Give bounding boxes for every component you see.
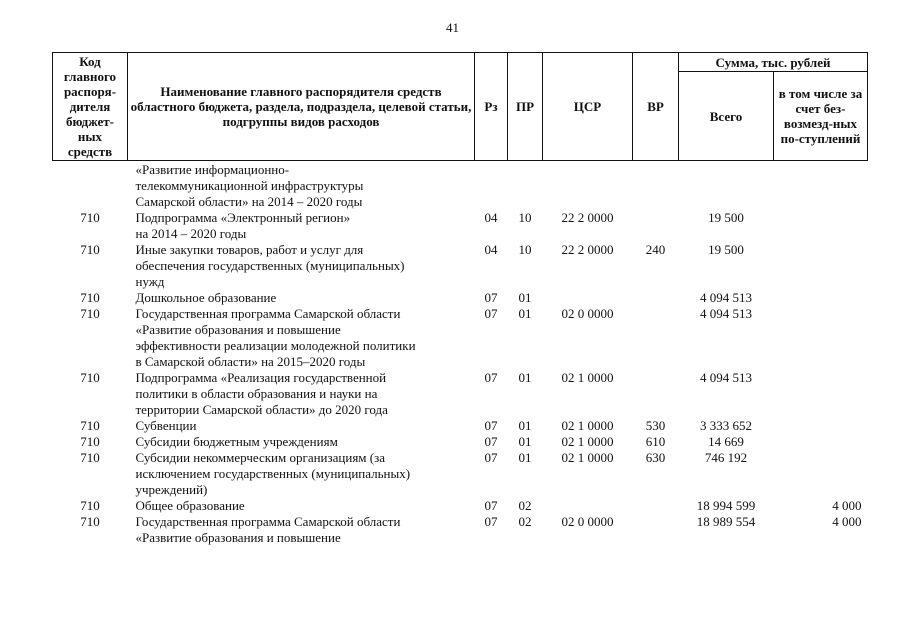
cell-total: 4 094 513 <box>700 370 752 385</box>
cell-csr <box>543 161 633 211</box>
cell-incl <box>774 418 868 434</box>
cell-vr <box>633 498 679 514</box>
cell-rz: 04 <box>484 210 498 225</box>
table-row <box>53 434 868 450</box>
name-line: территории Самарской области» до 2020 года <box>135 402 388 417</box>
cell-name <box>128 290 475 306</box>
name-line: Государственная программа Самарской области <box>135 306 401 321</box>
cell-name <box>128 514 475 546</box>
cell-rz: 07 <box>484 306 498 321</box>
cell-incl <box>774 242 868 290</box>
cell-vr <box>633 306 679 370</box>
cell-pr: 01 <box>518 450 532 465</box>
name-line: Иные закупки товаров, работ и услуг для <box>135 242 364 257</box>
name-line: «Развитие образования и повышение <box>135 322 341 337</box>
cell-name <box>128 450 475 498</box>
cell-vr <box>633 370 679 418</box>
cell-total <box>679 161 774 211</box>
name-line: «Развитие информационно- <box>135 162 290 177</box>
cell-rz: 07 <box>484 290 498 305</box>
cell-code: 710 <box>80 290 100 305</box>
cell-pr: 10 <box>518 210 532 225</box>
cell-total: 19 500 <box>708 210 744 225</box>
cell-name <box>128 418 475 434</box>
name-line: телекоммуникационной инфраструктуры <box>135 178 364 193</box>
name-line: Подпрограмма «Реализация государственной <box>135 370 387 385</box>
page-number: 41 <box>446 20 459 35</box>
name-line: Дошкольное образование <box>135 290 277 305</box>
cell-rz: 07 <box>484 370 498 385</box>
budget-table <box>52 52 868 546</box>
cell-pr: 02 <box>518 514 532 529</box>
header-rz: Рз <box>475 53 508 161</box>
cell-vr: 610 <box>645 434 666 449</box>
cell-csr: 22 2 0000 <box>561 242 614 257</box>
cell-code: 710 <box>80 210 100 225</box>
cell-total: 746 192 <box>704 450 748 465</box>
cell-total: 19 500 <box>708 242 744 257</box>
cell-pr: 01 <box>518 290 532 305</box>
cell-pr: 10 <box>518 242 532 257</box>
cell-pr: 01 <box>518 306 532 321</box>
cell-csr: 02 0 0000 <box>561 306 614 321</box>
name-line: обеспечения государственных (муниципальных) <box>135 258 405 273</box>
header-vr: ВР <box>633 53 679 161</box>
cell-csr: 02 1 0000 <box>561 434 614 449</box>
name-line: в Самарской области» на 2015–2020 годы <box>135 354 366 369</box>
cell-incl: 4 000 <box>832 498 862 513</box>
name-line: исключением государственных (муниципальных) <box>135 466 411 481</box>
cell-total: 4 094 513 <box>700 290 752 305</box>
name-line: эффективности реализации молодежной политики <box>135 338 416 353</box>
cell-pr: 01 <box>518 418 532 433</box>
table-row <box>53 290 868 306</box>
cell-total: 4 094 513 <box>700 306 752 321</box>
cell-incl <box>774 434 868 450</box>
name-line: Субсидии бюджетным учреждениям <box>135 434 338 449</box>
cell-name <box>128 161 475 211</box>
table-row <box>53 498 868 514</box>
table-row <box>53 306 868 370</box>
cell-pr: 01 <box>518 434 532 449</box>
name-line: Самарской области» на 2014 – 2020 годы <box>135 194 363 209</box>
cell-incl <box>774 306 868 370</box>
cell-pr <box>508 161 543 211</box>
cell-vr: 240 <box>645 242 666 257</box>
cell-name <box>128 434 475 450</box>
cell-code <box>53 161 128 211</box>
cell-csr: 02 0 0000 <box>561 514 614 529</box>
name-line: учреждений) <box>135 482 208 497</box>
cell-code: 710 <box>80 450 100 465</box>
table-row <box>53 514 868 546</box>
cell-code: 710 <box>80 370 100 385</box>
cell-total: 14 669 <box>708 434 744 449</box>
table-row <box>53 370 868 418</box>
name-line: нужд <box>135 274 165 289</box>
name-line: Общее образование <box>135 498 245 513</box>
header-code: Код главного распоря-дителя бюджет-ных средств <box>53 53 128 161</box>
cell-csr: 02 1 0000 <box>561 370 614 385</box>
cell-incl <box>774 290 868 306</box>
cell-code: 710 <box>80 498 100 513</box>
cell-incl <box>774 450 868 498</box>
cell-rz <box>475 161 508 211</box>
header-pr: ПР <box>508 53 543 161</box>
cell-csr: 22 2 0000 <box>561 210 614 225</box>
cell-code: 710 <box>80 242 100 257</box>
header-name: Наименование главного распорядителя средств областного бюджета, раздела, подраздела, целевой статьи, подгруппы видов расходов <box>128 53 475 161</box>
name-line: Субсидии некоммерческим организациям (за <box>135 450 386 465</box>
cell-incl <box>774 161 868 211</box>
table-body <box>53 161 868 547</box>
name-line: «Развитие образования и повышение <box>135 530 341 545</box>
header-total: Всего <box>679 72 774 161</box>
cell-csr: 02 1 0000 <box>561 450 614 465</box>
cell-code: 710 <box>80 514 100 529</box>
cell-csr: 02 1 0000 <box>561 418 614 433</box>
cell-total: 18 994 599 <box>696 498 756 513</box>
table-row <box>53 242 868 290</box>
cell-vr <box>633 210 679 242</box>
cell-rz: 07 <box>484 514 498 529</box>
cell-name <box>128 498 475 514</box>
cell-vr: 530 <box>645 418 666 433</box>
cell-code: 710 <box>80 306 100 321</box>
name-line: Субвенции <box>135 418 197 433</box>
header-csr: ЦСР <box>543 53 633 161</box>
table-header <box>53 53 868 161</box>
cell-name <box>128 210 475 242</box>
cell-code: 710 <box>80 434 100 449</box>
cell-vr <box>633 514 679 546</box>
cell-rz: 07 <box>484 450 498 465</box>
cell-total: 18 989 554 <box>696 514 756 529</box>
name-line: на 2014 – 2020 годы <box>135 226 247 241</box>
cell-csr <box>543 498 633 514</box>
cell-total: 3 333 652 <box>700 418 752 433</box>
table-row <box>53 450 868 498</box>
cell-code: 710 <box>80 418 100 433</box>
table-row <box>53 418 868 434</box>
name-line: политики в области образования и науки на <box>135 386 378 401</box>
name-line: Государственная программа Самарской области <box>135 514 401 529</box>
cell-rz: 07 <box>484 418 498 433</box>
cell-pr: 01 <box>518 370 532 385</box>
cell-incl: 4 000 <box>832 514 862 529</box>
cell-name <box>128 242 475 290</box>
cell-rz: 07 <box>484 434 498 449</box>
cell-rz: 04 <box>484 242 498 257</box>
name-line: Подпрограмма «Электронный регион» <box>135 210 351 225</box>
cell-vr <box>633 290 679 306</box>
cell-vr: 630 <box>645 450 666 465</box>
cell-csr <box>543 290 633 306</box>
table-row <box>53 210 868 242</box>
cell-name <box>128 370 475 418</box>
cell-pr: 02 <box>518 498 532 513</box>
header-sum-group: Сумма, тыс. рублей <box>679 53 868 72</box>
cell-incl <box>774 210 868 242</box>
table-row <box>53 161 868 211</box>
cell-incl <box>774 370 868 418</box>
cell-vr <box>633 161 679 211</box>
cell-name <box>128 306 475 370</box>
cell-rz: 07 <box>484 498 498 513</box>
header-incl: в том числе за счет без-возмезд-ных по-ступлений <box>774 72 868 161</box>
